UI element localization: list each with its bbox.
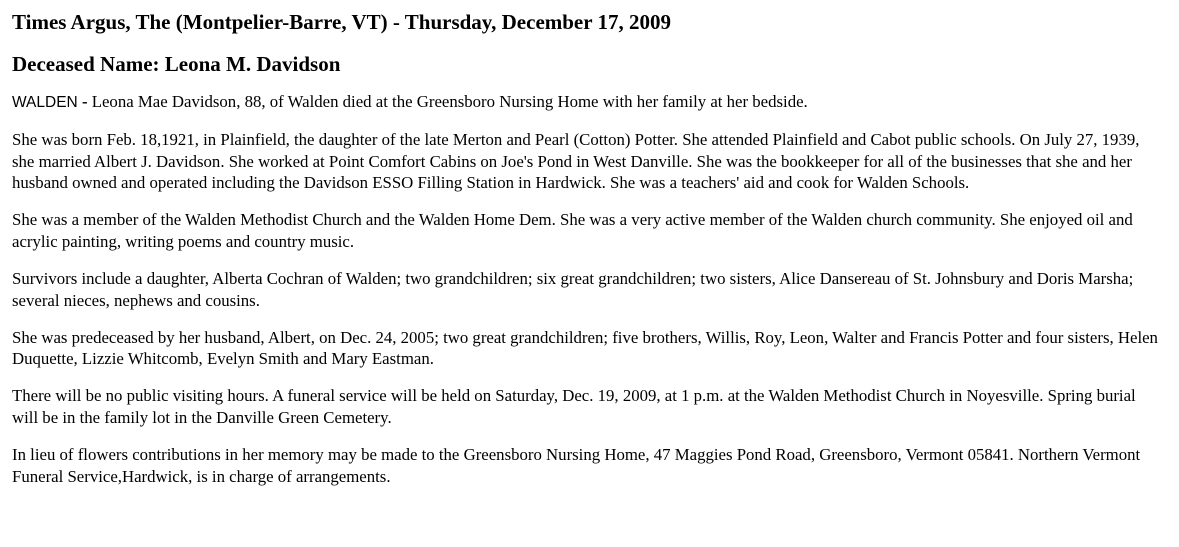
dateline: WALDEN (12, 94, 78, 111)
paragraph-biography: She was born Feb. 18,1921, in Plainfield, the daughter of the late Merton and Pearl (Cotton) Potter. She attended Plainfield and Cabot public schools. On July 27, 1939, she married Albert J. Davidson. She worked at Point Comfort Cabins on Joe's Pond in West Danville. She was the bookkeeper for all of the businesses that she and her husband owned and operated including the Davidson ESSO Filling Station in Hardwick. She was a teachers' aid and cook for Walden Schools. (12, 130, 1140, 193)
paragraph-survivors: Survivors include a daughter, Alberta Cochran of Walden; two grandchildren; six great grandchildren; two sisters, Alice Dansereau of St. Johnsbury and Doris Marsha; several nieces, nephews and cousins. (12, 269, 1134, 310)
lead-text: Leona Mae Davidson, 88, of Walden died at the Greensboro Nursing Home with her family at her bedside. (91, 92, 808, 111)
publication-header: Times Argus, The (Montpelier-Barre, VT) - Thursday, December 17, 2009 (12, 10, 671, 34)
paragraph-services: There will be no public visiting hours. A funeral service will be held on Saturday, Dec. 19, 2009, at 1 p.m. at the Walden Methodist Church in Noyesville. Spring burial will be in the family lot in the Danville Green Cemetery. (12, 386, 1136, 428)
paragraph-contributions: In lieu of flowers contributions in her memory may be made to the Greensboro Nursing Home, 47 Maggies Pond Road, Greensboro, Vermont 05841. Northern Vermont Funeral Service,Hardwick, is in charge of arrangements. (12, 445, 1141, 486)
deceased-name-heading: Deceased Name: Leona M. Davidson (12, 52, 341, 76)
obituary-body (12, 91, 1162, 503)
paragraph-predeceased: She was predeceased by her husband, Albert, on Dec. 24, 2005; two great grandchildren; five brothers, Willis, Roy, Leon, Walter and Francis Potter and four sisters, Helen Duquette, Lizzie Whitcomb, Evelyn Smith and Mary Eastman. (12, 327, 1158, 369)
paragraph-community: She was a member of the Walden Methodist Church and the Walden Home Dem. She was a very active member of the Walden church community. She enjoyed oil and acrylic painting, writing poems and country music. (12, 210, 1133, 251)
lead-paragraph (12, 91, 1162, 114)
dateline-separator: - (77, 92, 92, 111)
